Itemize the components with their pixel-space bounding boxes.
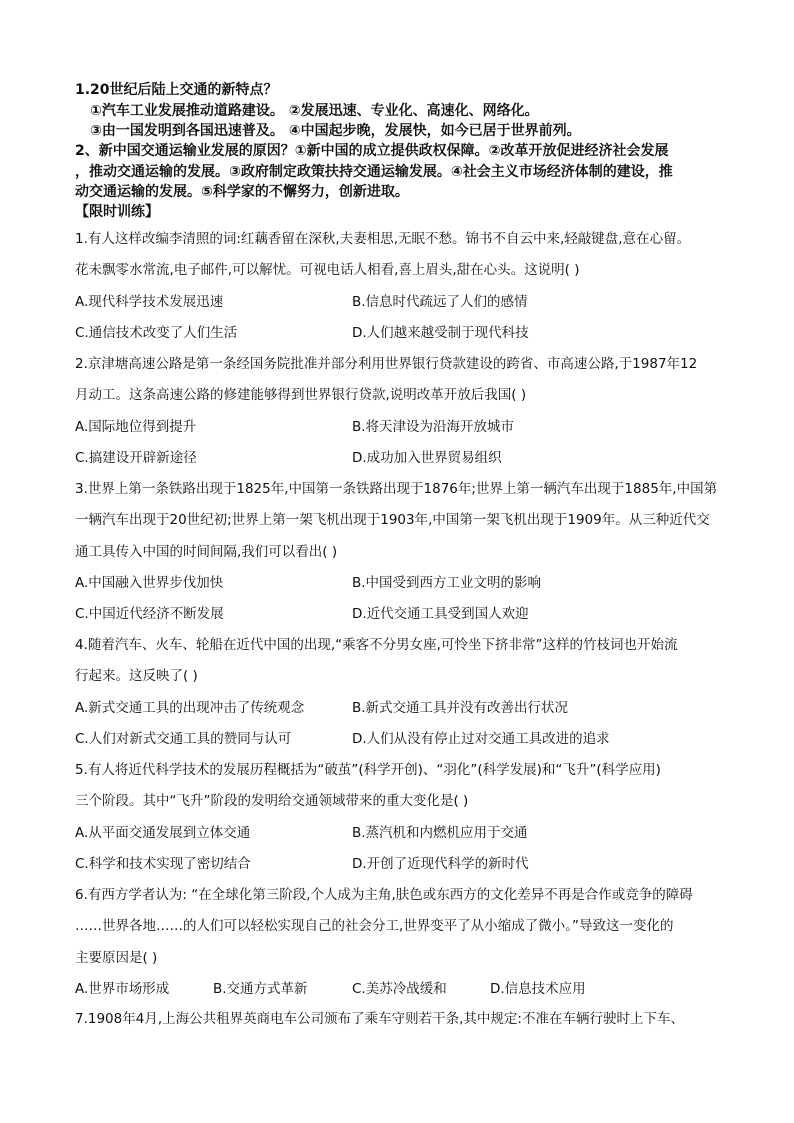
summary-q2-line1: 2、新中国交通运输业发展的原因？①新中国的成立提供政权保障。②改革开放促进经济社会发展	[75, 143, 669, 159]
q5-option-c[interactable]: C.科学和技术实现了密切结合	[75, 856, 251, 872]
question-3-line1: 3.世界上第一条铁路出现于1825年,中国第一条铁路出现于1876年;世界上第一辆汽车出现于1885年,中国第	[75, 481, 718, 497]
question-3-line3: 通工具传入中国的时间间隔,我们可以看出( )	[75, 543, 338, 560]
section-title: 【限时训练】	[75, 204, 159, 220]
q6-option-d[interactable]: D.信息技术应用	[490, 981, 586, 997]
q4-option-a[interactable]: A.新式交通工具的出现冲击了传统观念	[75, 700, 305, 716]
question-6-line3: 主要原因是( )	[75, 949, 158, 966]
question-5	[75, 755, 725, 818]
q6-option-a[interactable]: A.世界市场形成	[75, 981, 170, 997]
question-1-line2: 花未飘零水常流,电子邮件,可以解忧。可视电话人相看,喜上眉头,甜在心头。这说明( )	[75, 262, 580, 279]
summary-q2-line3: 动交通运输的发展。⑤科学家的不懈努力，创新进取。	[75, 184, 409, 200]
q4-option-d[interactable]: D.人们从没有停止过对交通工具改进的追求	[352, 731, 610, 747]
question-4-line1: 4.随着汽车、火车、轮船在近代中国的出现,“乘客不分男女座,可怜坐下挤非常”这样的竹枝词也开始流	[75, 637, 678, 653]
question-6-line2: ……世界各地……的人们可以轻松实现自己的社会分工,世界变平了从小缩成了微小。”导致这一变化的	[75, 918, 674, 935]
q3-option-d[interactable]: D.近代交通工具受到国人欢迎	[352, 606, 529, 622]
q3-option-c[interactable]: C.中国近代经济不断发展	[75, 606, 224, 622]
q3-option-a[interactable]: A.中国融入世界步伐加快	[75, 575, 224, 591]
q4-option-b[interactable]: B.新式交通工具并没有改善出行状况	[352, 700, 569, 716]
summary-q1	[75, 80, 725, 142]
question-2-line1: 2.京津塘高速公路是第一条经国务院批准并部分利用世界银行贷款建设的跨省、市高速公路,于1987年12	[75, 356, 698, 372]
question-4	[75, 630, 725, 693]
q2-option-d[interactable]: D.成功加入世界贸易组织	[352, 450, 502, 466]
q1-option-b[interactable]: B.信息时代疏远了人们的感情	[352, 294, 528, 310]
summary-q1-line2: ③由一国发明到各国迅速普及。 ④中国起步晚，发展快，如今已居于世界前列。	[90, 123, 581, 139]
summary-q1-line1: ①汽车工业发展推动道路建设。 ②发展迅速、专业化、高速化、网络化。	[90, 102, 539, 119]
question-4-line2: 行起来。这反映了( )	[75, 668, 198, 685]
question-5-line1: 5.有人将近代科学技术的发展历程概括为“破茧”(科学开创)、“羽化”(科学发展)和“飞升”(科学应用)	[75, 762, 661, 778]
summary-q2	[75, 141, 725, 203]
question-5-line2: 三个阶段。其中“飞升”阶段的发明给交通领域带来的重大变化是( )	[75, 793, 469, 810]
q2-option-b[interactable]: B.将天津设为沿海开放城市	[352, 419, 515, 435]
question-6-line1: 6.有西方学者认为: “在全球化第三阶段,个人成为主角,肤色或东西方的文化差异不再是合作或竞争的障碍	[75, 887, 693, 903]
q5-option-a[interactable]: A.从平面交通发展到立体交通	[75, 825, 251, 841]
question-7-line1: 7.1908年4月,上海公共租界英商电车公司颁布了乘车守则若干条,其中规定:不准在车辆行驶时上下车、	[75, 1011, 684, 1027]
q1-option-a[interactable]: A.现代科学技术发展迅速	[75, 294, 224, 310]
q5-option-b[interactable]: B.蒸汽机和内燃机应用于交通	[352, 825, 528, 841]
q1-option-c[interactable]: C.通信技术改变了人们生活	[75, 325, 238, 341]
q2-option-c[interactable]: C.搞建设开辟新途径	[75, 450, 197, 466]
q6-option-c[interactable]: C.美苏冷战缓和	[352, 981, 447, 997]
q4-option-c[interactable]: C.人们对新式交通工具的赞同与认可	[75, 731, 292, 747]
q3-option-b[interactable]: B.中国受到西方工业文明的影响	[352, 575, 542, 591]
question-2-line2: 月动工。这条高速公路的修建能够得到世界银行贷款,说明改革开放后我国( )	[75, 387, 527, 404]
question-7	[75, 1004, 725, 1035]
question-2	[75, 349, 725, 412]
question-3	[75, 474, 725, 568]
q5-option-d[interactable]: D.开创了近现代科学的新时代	[352, 856, 529, 872]
q6-option-b[interactable]: B.交通方式革新	[213, 981, 308, 997]
question-1	[75, 224, 725, 287]
question-6	[75, 880, 725, 974]
summary-q2-line2: ，推动交通运输的发展。③政府制定政策扶持交通运输发展。④社会主义市场经济体制的建设，推	[75, 163, 673, 180]
summary-q1-title: 1.20世纪后陆上交通的新特点？	[75, 82, 278, 98]
question-3-line2: 一辆汽车出现于20世纪初;世界上第一架飞机出现于1903年,中国第一架飞机出现于1909年。从三种近代交	[75, 512, 710, 529]
question-1-line1: 1.有人这样改编李清照的词:红藕香留在深秋,夫妻相思,无眠不愁。锦书不自云中来,轻敲键盘,意在心留。	[75, 231, 691, 247]
q2-option-a[interactable]: A.国际地位得到提升	[75, 419, 197, 435]
q1-option-d[interactable]: D.人们越来越受制于现代科技	[352, 325, 529, 341]
